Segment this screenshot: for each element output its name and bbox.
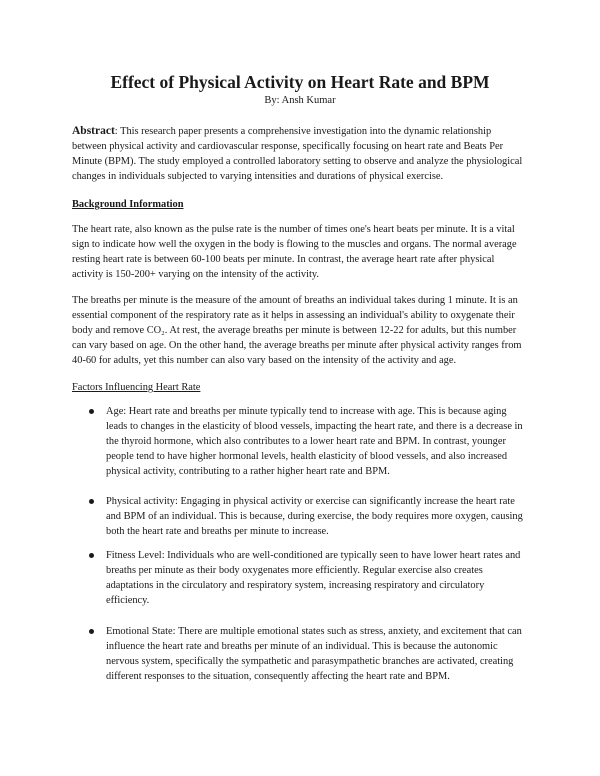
factor-activity-text: Physical activity: Engaging in physical activity or exercise can significantly increase the heart rate and BPM of an individual. This is because, during exercise, the body requires more oxygen, causing both the heart rate and breaths per minute to increase. (106, 496, 523, 537)
background-section-1 (72, 222, 528, 282)
factors-list-3 (72, 548, 528, 608)
page-title: Effect of Physical Activity on Heart Rate and BPM (110, 72, 490, 92)
bullet-icon (89, 499, 94, 504)
factors-heading: Factors Influencing Heart Rate (72, 382, 201, 393)
bullet-icon (89, 553, 94, 558)
background-heading-wrap (72, 194, 528, 212)
background-heading: Background Information (72, 199, 184, 210)
factor-fitness-text: Fitness Level: Individuals who are well-conditioned are typically seen to have lower heart rates and breaths per minute as their body oxygenates more efficiently. Regular exercise also creates adaptations in the circulatory and respiratory system, increasing respiratory and circulatory efficiency. (106, 550, 521, 606)
abstract-paragraph (72, 124, 528, 184)
list-item (72, 404, 528, 479)
abstract-section (72, 124, 528, 184)
bullet-icon (89, 629, 94, 634)
background-section-2 (72, 293, 528, 368)
factors-heading-wrap (72, 377, 528, 395)
background-paragraph-1: The heart rate, also known as the pulse rate is the number of times one's heart beats per minute. It is a vital sign to indicate how well the oxygen in the body is flowing to the muscles and organs. The normal average resting heart rate is between 60-100 beats per minute. In contrast, the average heart rate after physical activity is 150-200+ varying on the intensity of the activity. (72, 224, 517, 280)
factors-list (72, 404, 528, 479)
abstract-label: Abstract (72, 125, 115, 137)
bullet-icon (89, 409, 94, 414)
list-item (72, 624, 528, 684)
factor-emotional-text: Emotional State: There are multiple emotional states such as stress, anxiety, and excitement that can influence the heart rate and breaths per minute of an individual. This is because the autonomic nervous system, specifically the sympathetic and parasympathetic branches are activated, creating different responses to the situation, consequently affecting the heart rate and BPM. (106, 626, 522, 682)
author-line: By: Ansh Kumar (264, 95, 336, 106)
background-paragraph-2: The breaths per minute is the measure of the amount of breaths an individual takes during 1 minute. It is an essential component of the respiratory rate as it helps in assessing an individual's ability to oxygenate their body and remove CO₂. At rest, the average breaths per minute is between 12-22 for adults, but this number can vary based on age. On the other hand, the average breaths per minute after physical activity ranges from 40-60 for adults, yet this number can also vary based on the intensity of the activity and age. (72, 295, 522, 366)
factors-list-4 (72, 624, 528, 684)
factor-age-text: Age: Heart rate and breaths per minute typically tend to increase with age. This is because aging leads to changes in the elasticity of blood vessels, impacting the heart rate, and there is a decrease in the thyroid hormone, which also contributes to a lower heart rate and BPM. In contrast, younger people tend to have higher hormonal levels, health elasticity of blood vessels, and also increased physical activity, contributing to a rather higher heart rate and BPM. (106, 406, 523, 477)
abstract-text: : This research paper presents a comprehensive investigation into the dynamic relationship between physical activity and cardiovascular response, specifically focusing on heart rate and Beats Per Minute (BPM). The study employed a controlled laboratory setting to observe and analyze the physiological changes in individuals subjected to varying intensities and durations of physical exercise. (72, 126, 523, 182)
factors-list-2 (72, 494, 528, 539)
list-item (72, 548, 528, 608)
list-item (72, 494, 528, 539)
